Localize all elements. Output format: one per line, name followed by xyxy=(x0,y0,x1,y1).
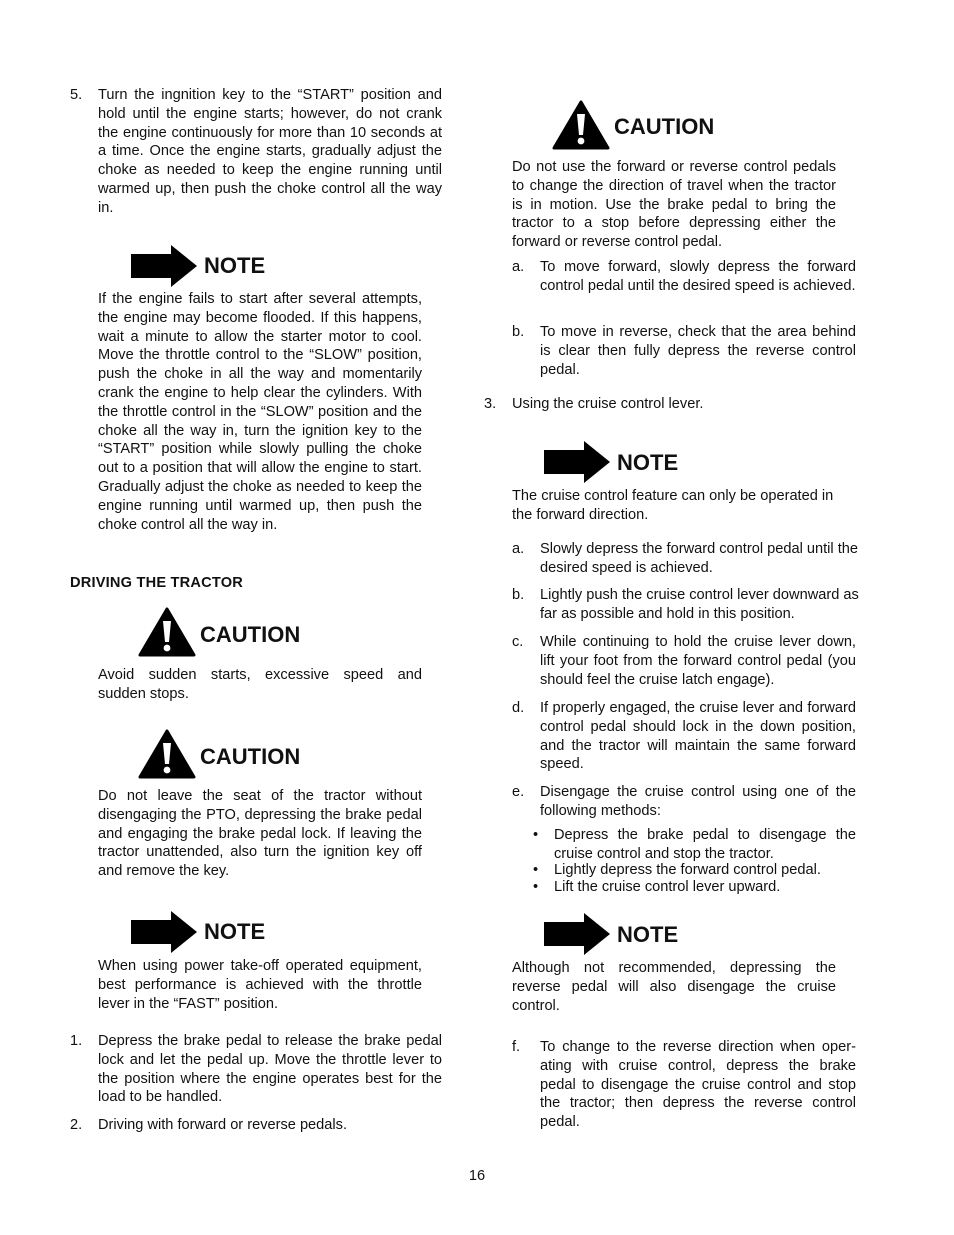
caution-text: Avoid sudden starts, excessive speed and sudden stops. xyxy=(98,667,422,702)
step-2-number: 2. xyxy=(70,1117,83,1133)
warning-triangle-icon xyxy=(138,607,196,657)
caution-text: Do not leave the seat of the tractor without disengaging the PTO, depressing the brake pedal and engaging the brake pedal lock. If leaving the tractor unattended, also turn the ignition key off and remove the key. xyxy=(98,788,422,880)
sub-b-text: To move in reverse, check that the area behind is clear then fully depress the reverse control pedal. xyxy=(540,324,856,378)
cruise-c-text: While continuing to hold the cruise lever down, lift your foot from the forward control pedal (you should feel the cruise latch engage). xyxy=(540,634,856,688)
bullet-icon: • xyxy=(533,862,539,878)
arrow-right-icon xyxy=(544,441,610,483)
step-1-number: 1. xyxy=(70,1033,83,1049)
cruise-f-letter: f. xyxy=(512,1039,521,1055)
arrow-right-icon xyxy=(131,911,197,953)
note-text: If the engine fails to start after several attempts, the engine may become flooded. If this happens, wait a minute to allow the starter motor to cool. Move the throttle control to the “SLOW” position, push the choke in all the way and momentarily crank the engine to help clear the cylinders. With the throttle control in the “SLOW” position and the choke all the way in, turn the ignition key to the “START” position while slowly pulling the choke out to a position that will allow the engine to start. Gradually adjust the choke as needed to keep the engine running until warmed up, then push the choke control all the way in. xyxy=(98,291,422,533)
section-heading: DRIVING THE TRACTOR xyxy=(70,575,243,591)
bullet-item: Depress the brake pedal to disengage the cruise control and stop the tractor. xyxy=(554,827,856,862)
note-title: NOTE xyxy=(204,253,266,278)
cruise-d-text: If properly engaged, the cruise lever and forward control pedal should lock in the down position, and the tractor will maintain the same forward speed. xyxy=(540,700,856,773)
step-1-text: Depress the brake pedal to release the brake pedal lock and let the pedal up. Move the throttle lever to the position where the engine operates best for the load to be handled. xyxy=(98,1033,442,1106)
sub-b-letter: b. xyxy=(512,324,525,340)
step-5-text: Turn the ingnition key to the “START” position and hold until the engine starts; however, do not crank the engine continuously for more than 10 seconds at a time. Once the engine starts, gradually adjust the choke as needed to keep the engine running until warmed up, then push the choke control all the way in. xyxy=(98,87,442,216)
warning-triangle-icon xyxy=(552,100,610,150)
cruise-e-text: Disengage the cruise control using one of the following methods: xyxy=(540,784,856,819)
caution-text: Do not use the forward or reverse control pedals to change the direction of travel when the tractor is in motion. Use the brake pedal to bring the tractor to a stop before depressing either the forward or reverse control pedal. xyxy=(512,159,836,251)
note-title: NOTE xyxy=(617,922,679,947)
bullet-icon: • xyxy=(533,879,539,895)
caution-title: CAUTION xyxy=(200,622,301,647)
cruise-a-text: Slowly depress the forward control pedal until the desired speed is achieved. xyxy=(540,541,858,576)
sub-a-text: To move forward, slowly depress the forward control pedal until the desired speed is achieved. xyxy=(540,259,856,294)
cruise-c-letter: c. xyxy=(512,634,524,650)
arrow-right-icon xyxy=(131,245,197,287)
cruise-d-letter: d. xyxy=(512,700,525,716)
caution-title: CAUTION xyxy=(200,744,301,769)
note-title: NOTE xyxy=(617,450,679,475)
note-text: When using power take-off operated equipment, best performance is achieved with the throttle lever in the “FAST” position. xyxy=(98,958,422,1012)
warning-triangle-icon xyxy=(138,729,196,779)
cruise-b-letter: b. xyxy=(512,587,525,603)
bullet-item: Lightly depress the forward control pedal. xyxy=(554,862,821,878)
step-3-text: Using the cruise control lever. xyxy=(512,396,704,412)
bullet-icon: • xyxy=(533,827,539,843)
note-title: NOTE xyxy=(204,919,266,944)
step-2-text: Driving with forward or reverse pedals. xyxy=(98,1117,347,1133)
step-5-number: 5. xyxy=(70,87,83,103)
page-number: 16 xyxy=(468,1168,486,1184)
cruise-f-text: To change to the reverse direction when operating with cruise control, depress the brake pedal to disengage the cruise control and stop the tractor; then depress the reverse control pedal. xyxy=(540,1039,856,1131)
cruise-a-letter: a. xyxy=(512,541,525,557)
cruise-e-letter: e. xyxy=(512,784,525,800)
note-text: Although not recommended, depressing the reverse pedal will also disengage the cruise control. xyxy=(512,960,836,1014)
step-3-number: 3. xyxy=(484,396,497,412)
sub-a-letter: a. xyxy=(512,259,525,275)
cruise-b-text: Lightly push the cruise control lever downward as far as possible and hold in this position. xyxy=(540,587,859,622)
bullet-item: Lift the cruise control lever upward. xyxy=(554,879,781,895)
note-text: The cruise control feature can only be operated in the forward direction. xyxy=(512,488,834,523)
arrow-right-icon xyxy=(544,913,610,955)
caution-title: CAUTION xyxy=(614,114,715,139)
